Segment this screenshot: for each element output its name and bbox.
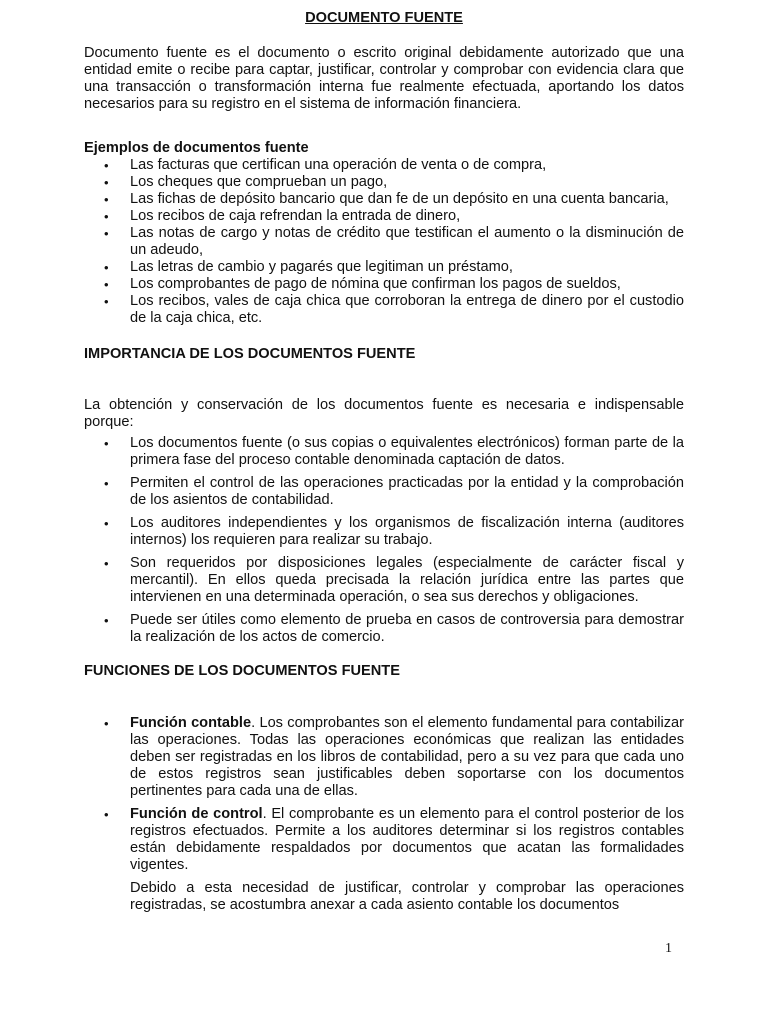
list-item: • Los documentos fuente (o sus copias o equivalentes electrónicos) forman parte de la primera fase del proceso contable denominada captación de datos. — [84, 435, 684, 469]
examples-heading: Ejemplos de documentos fuente — [84, 140, 309, 156]
importance-list — [84, 435, 684, 646]
list-item: • Los cheques que comprueban un pago, — [84, 174, 684, 191]
function-text: . Los comprobantes son el elemento fundamental para contabilizar las operaciones. Todas las operaciones económicas que realizan las entidades deben ser registradas en los libros de contabilidad, pero a su vez para que cada uno de estos registros sean justificables deben soportarse con los documentos pertinentes para cada una de ellas. — [130, 715, 684, 799]
list-item: • Son requeridos por disposiciones legales (especialmente de carácter fiscal y mercantil). En ellos queda precisada la relación jurídica entre las partes que intervienen en una determinada operación, o sea sus derechos y obligaciones. — [84, 555, 684, 606]
importance-heading: IMPORTANCIA DE LOS DOCUMENTOS FUENTE — [84, 346, 416, 362]
functions-heading: FUNCIONES DE LOS DOCUMENTOS FUENTE — [84, 663, 400, 679]
importance-intro: La obtención y conservación de los documentos fuente es necesaria e indispensable porque: — [84, 397, 684, 430]
list-item: • Las fichas de depósito bancario que dan fe de un depósito en una cuenta bancaria, — [84, 191, 684, 208]
examples-list — [84, 157, 684, 327]
list-item: • Las notas de cargo y notas de crédito que testifican el aumento o la disminución de un adeudo, — [84, 225, 684, 259]
page-number: 1 — [665, 941, 672, 956]
document-title: DOCUMENTO FUENTE — [305, 10, 463, 26]
document-page — [84, 10, 684, 914]
function-term: Función de control — [130, 806, 263, 822]
intro-paragraph: Documento fuente es el documento o escrito original debidamente autorizado que una entidad emite o recibe para captar, justificar, controlar y comprobar con evidencia clara que una transacción o transformación interna fue realmente efectuada, aportando los datos necesarios para su registro en el sistema de información financiera. — [84, 45, 684, 112]
list-item: • Los auditores independientes y los organismos de fiscalización interna (auditores internos) los requieren para realizar su trabajo. — [84, 515, 684, 549]
list-item: • Los recibos de caja refrendan la entrada de dinero, — [84, 208, 684, 225]
list-item: • Puede ser útiles como elemento de prueba en casos de controversia para demostrar la realización de los actos de comercio. — [84, 612, 684, 646]
list-item: • Los recibos, vales de caja chica que corroboran la entrega de dinero por el custodio de la caja chica, etc. — [84, 293, 684, 327]
list-item: • Las facturas que certifican una operación de venta o de compra, — [84, 157, 684, 174]
list-item: • Las letras de cambio y pagarés que legitiman un préstamo, — [84, 259, 684, 276]
continuation-paragraph: Debido a esta necesidad de justificar, controlar y comprobar las operaciones registradas, se acostumbra anexar a cada asiento contable los documentos — [130, 880, 684, 913]
function-term: Función contable — [130, 715, 252, 731]
functions-list — [84, 715, 684, 874]
list-item: • Los comprobantes de pago de nómina que confirman los pagos de sueldos, — [84, 276, 684, 293]
list-item: • Permiten el control de las operaciones practicadas por la entidad y la comprobación de los asientos de contabilidad. — [84, 475, 684, 509]
list-item — [84, 715, 684, 800]
list-item — [84, 806, 684, 874]
function-text: . El comprobante es un elemento para el control posterior de los registros efectuados. Permite a los auditores determinar si los registros contables están debidamente respaldados por documentos que acatan las formalidades vigentes. — [130, 806, 684, 873]
